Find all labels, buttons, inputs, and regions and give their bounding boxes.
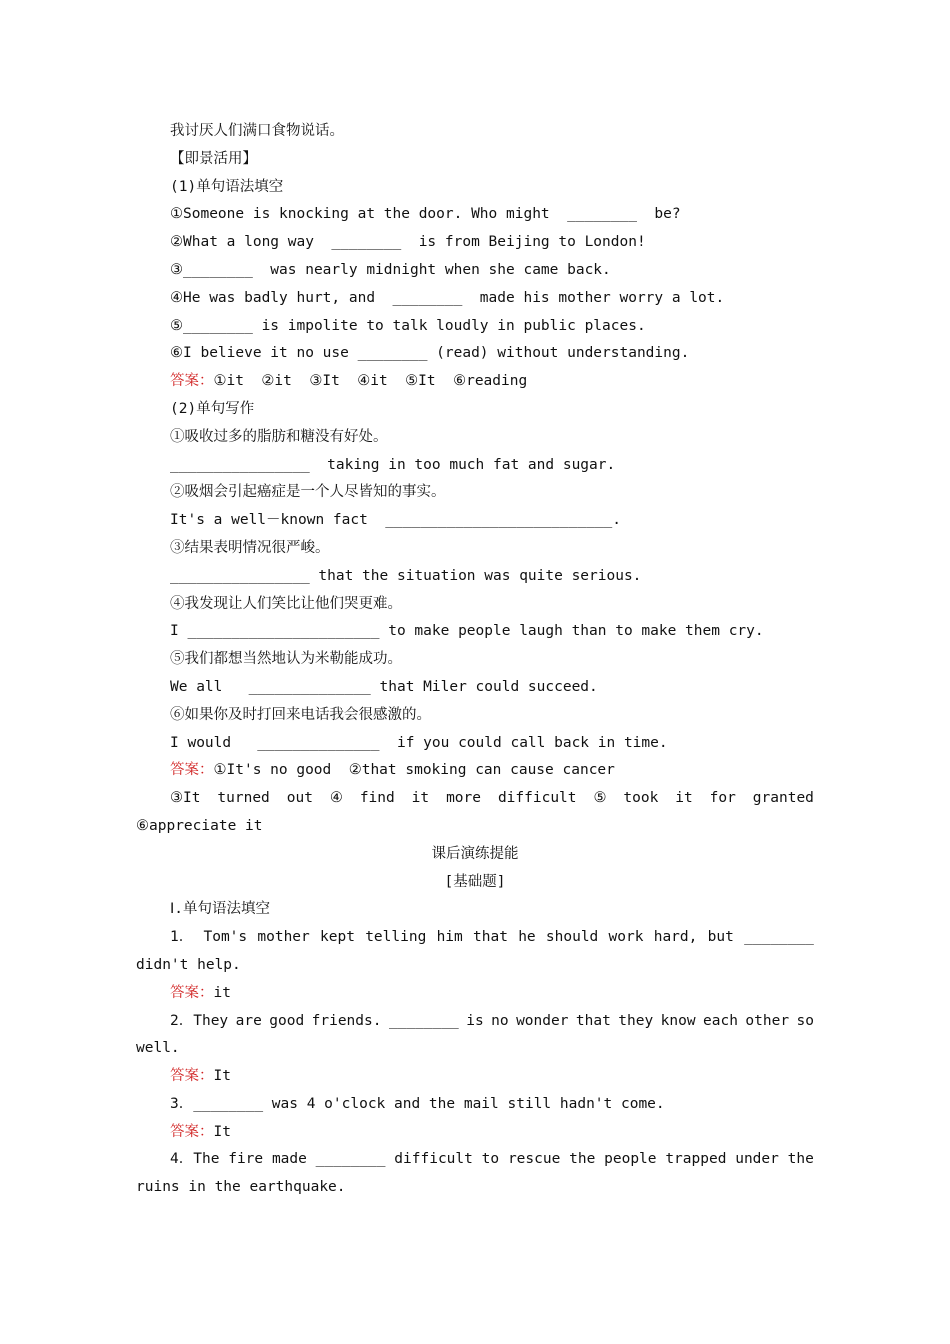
word: ⑤ bbox=[593, 790, 607, 807]
line-text: ⑥如果你及时打回来电话我会很感激的。 bbox=[170, 706, 431, 723]
text-line bbox=[136, 785, 814, 813]
line-text: ②What a long way ________ is from Beijing to London! bbox=[170, 234, 646, 251]
line-text bbox=[170, 1146, 814, 1174]
text-line bbox=[136, 1174, 814, 1202]
word: difficult bbox=[497, 790, 577, 807]
line-text: ________________ taking in too much fat and sugar. bbox=[170, 456, 616, 473]
line-text: ⑤________ is impolite to talk loudly in public places. bbox=[170, 317, 646, 334]
line-text: 课后演练提能 bbox=[431, 845, 519, 862]
line-text: 3．________ was 4 o'clock and the mail still hadn't come. bbox=[170, 1095, 665, 1112]
word: to bbox=[481, 1151, 500, 1168]
line-text: ②吸烟会引起癌症是一个人尽皆知的事实。 bbox=[170, 484, 446, 501]
answer-label: 答案： bbox=[170, 984, 214, 1001]
word: find bbox=[359, 790, 395, 807]
text-line bbox=[136, 1008, 814, 1036]
answer-line bbox=[136, 757, 814, 785]
text-line bbox=[136, 201, 814, 229]
word: good bbox=[269, 1012, 305, 1029]
text-line bbox=[136, 257, 814, 285]
text-line bbox=[136, 340, 814, 368]
text-line bbox=[136, 313, 814, 341]
text-line bbox=[136, 646, 814, 674]
word: ③It bbox=[170, 790, 201, 807]
answer-line bbox=[136, 980, 814, 1008]
word: more bbox=[446, 790, 481, 807]
word: under bbox=[735, 1151, 779, 1168]
line-text: well. bbox=[136, 1040, 180, 1057]
word: Tom's bbox=[203, 929, 248, 946]
word: ________ bbox=[315, 1151, 386, 1168]
line-text: [基础题] bbox=[444, 873, 506, 890]
word: kept bbox=[320, 929, 355, 946]
text-line bbox=[136, 952, 814, 980]
text-line bbox=[136, 730, 814, 758]
line-text: ①It's no good ②that smoking can cause cancer bbox=[213, 762, 615, 779]
word: for bbox=[709, 790, 736, 807]
text-line bbox=[136, 174, 814, 202]
text-line bbox=[136, 452, 814, 480]
line-text: 【即景活用】 bbox=[170, 150, 257, 167]
word: the bbox=[569, 1151, 596, 1168]
text-line bbox=[136, 479, 814, 507]
word: should bbox=[545, 929, 599, 946]
line-text: ⑥I believe it no use ________ (read) without understanding. bbox=[170, 345, 690, 362]
word: that bbox=[575, 1012, 611, 1029]
word: people bbox=[604, 1151, 657, 1168]
word: granted bbox=[752, 790, 814, 807]
line-text: We all ______________ that Miler could succeed. bbox=[170, 678, 598, 695]
word: so bbox=[796, 1012, 814, 1029]
word: no bbox=[491, 1012, 509, 1029]
text-line bbox=[136, 535, 814, 563]
answer-label: 答案： bbox=[170, 373, 214, 390]
word: difficult bbox=[394, 1151, 473, 1168]
text-line bbox=[136, 674, 814, 702]
word: that bbox=[473, 929, 508, 946]
line-text bbox=[170, 924, 814, 952]
word: it bbox=[675, 790, 693, 807]
word: ④ bbox=[329, 790, 343, 807]
line-text: ⑥appreciate it bbox=[136, 817, 263, 834]
word: mother bbox=[257, 929, 310, 946]
word: other bbox=[745, 1012, 790, 1029]
word: telling bbox=[365, 929, 427, 946]
word: hard, bbox=[653, 929, 698, 946]
line-text: ①it ②it ③It ④it ⑤It ⑥reading bbox=[213, 373, 528, 390]
document-body bbox=[136, 118, 814, 1202]
text-line bbox=[136, 563, 814, 591]
text-line bbox=[136, 591, 814, 619]
line-text bbox=[170, 785, 814, 813]
line-text: ③________ was nearly midnight when she came back. bbox=[170, 261, 611, 278]
text-line bbox=[136, 285, 814, 313]
line-text: ________________ that the situation was quite serious. bbox=[170, 567, 642, 584]
text-line bbox=[136, 813, 814, 841]
text-line bbox=[136, 118, 814, 146]
word: are bbox=[235, 1012, 262, 1029]
word: but bbox=[707, 929, 734, 946]
text-line bbox=[136, 1035, 814, 1063]
word: he bbox=[518, 929, 536, 946]
line-text: It bbox=[213, 1123, 231, 1140]
word: out bbox=[286, 790, 313, 807]
line-text: It bbox=[213, 1068, 231, 1085]
line-text: ③结果表明情况很严峻。 bbox=[170, 539, 330, 556]
line-text: it bbox=[213, 984, 231, 1001]
word: him bbox=[436, 929, 463, 946]
line-text bbox=[170, 1008, 814, 1036]
line-text: I ______________________ to make people laugh than to make them cry. bbox=[170, 623, 764, 640]
answer-label: 答案： bbox=[170, 1123, 214, 1140]
word: each bbox=[703, 1012, 738, 1029]
text-line bbox=[136, 1091, 814, 1119]
word: fire bbox=[228, 1151, 264, 1168]
line-text: Ⅰ.单句语法填空 bbox=[170, 901, 271, 918]
line-text: ruins in the earthquake. bbox=[136, 1179, 346, 1196]
answer-label: 答案： bbox=[170, 1068, 214, 1085]
text-line bbox=[136, 507, 814, 535]
word: 4．The bbox=[170, 1151, 220, 1168]
word: 1． bbox=[170, 929, 194, 946]
answer-line bbox=[136, 1063, 814, 1091]
text-line bbox=[136, 229, 814, 257]
word: trapped bbox=[665, 1151, 727, 1168]
word: made bbox=[271, 1151, 307, 1168]
line-text: ④He was badly hurt, and ________ made his mother worry a lot. bbox=[170, 289, 725, 306]
text-line bbox=[136, 396, 814, 424]
text-line bbox=[136, 924, 814, 952]
text-line bbox=[136, 1146, 814, 1174]
word: is bbox=[466, 1012, 484, 1029]
word: took bbox=[623, 790, 659, 807]
word: rescue bbox=[507, 1151, 561, 1168]
text-line bbox=[136, 146, 814, 174]
line-text: ⑤我们都想当然地认为米勒能成功。 bbox=[170, 651, 402, 668]
line-text: (1)单句语法填空 bbox=[170, 178, 284, 195]
line-text: ①Someone is knocking at the door. Who might ________ be? bbox=[170, 206, 681, 223]
word: ________ bbox=[388, 1012, 459, 1029]
text-line bbox=[136, 618, 814, 646]
line-text: didn't help. bbox=[136, 956, 241, 973]
word: the bbox=[787, 1151, 814, 1168]
text-line bbox=[136, 702, 814, 730]
answer-line bbox=[136, 368, 814, 396]
word: 2．They bbox=[170, 1012, 229, 1029]
line-text: 我讨厌人们满口食物说话。 bbox=[170, 123, 344, 139]
answer-label: 答案： bbox=[170, 762, 214, 779]
section-heading bbox=[136, 869, 814, 897]
word: turned bbox=[217, 790, 270, 807]
line-text: It's a well－known fact __________________________. bbox=[170, 512, 621, 529]
word: work bbox=[608, 929, 644, 946]
answer-line bbox=[136, 1119, 814, 1147]
word: ________ bbox=[744, 929, 814, 946]
word: friends. bbox=[311, 1012, 382, 1029]
line-text: I would ______________ if you could call back in time. bbox=[170, 734, 668, 751]
line-text: (2)单句写作 bbox=[170, 400, 255, 417]
line-text: ①吸收过多的脂肪和糖没有好处。 bbox=[170, 428, 388, 445]
word: they bbox=[618, 1012, 654, 1029]
text-line bbox=[136, 424, 814, 452]
section-heading bbox=[136, 841, 814, 869]
word: wonder bbox=[516, 1012, 569, 1029]
word: know bbox=[660, 1012, 696, 1029]
line-text: ④我发现让人们笑比让他们哭更难。 bbox=[170, 595, 402, 612]
word: it bbox=[411, 790, 430, 807]
text-line bbox=[136, 896, 814, 924]
